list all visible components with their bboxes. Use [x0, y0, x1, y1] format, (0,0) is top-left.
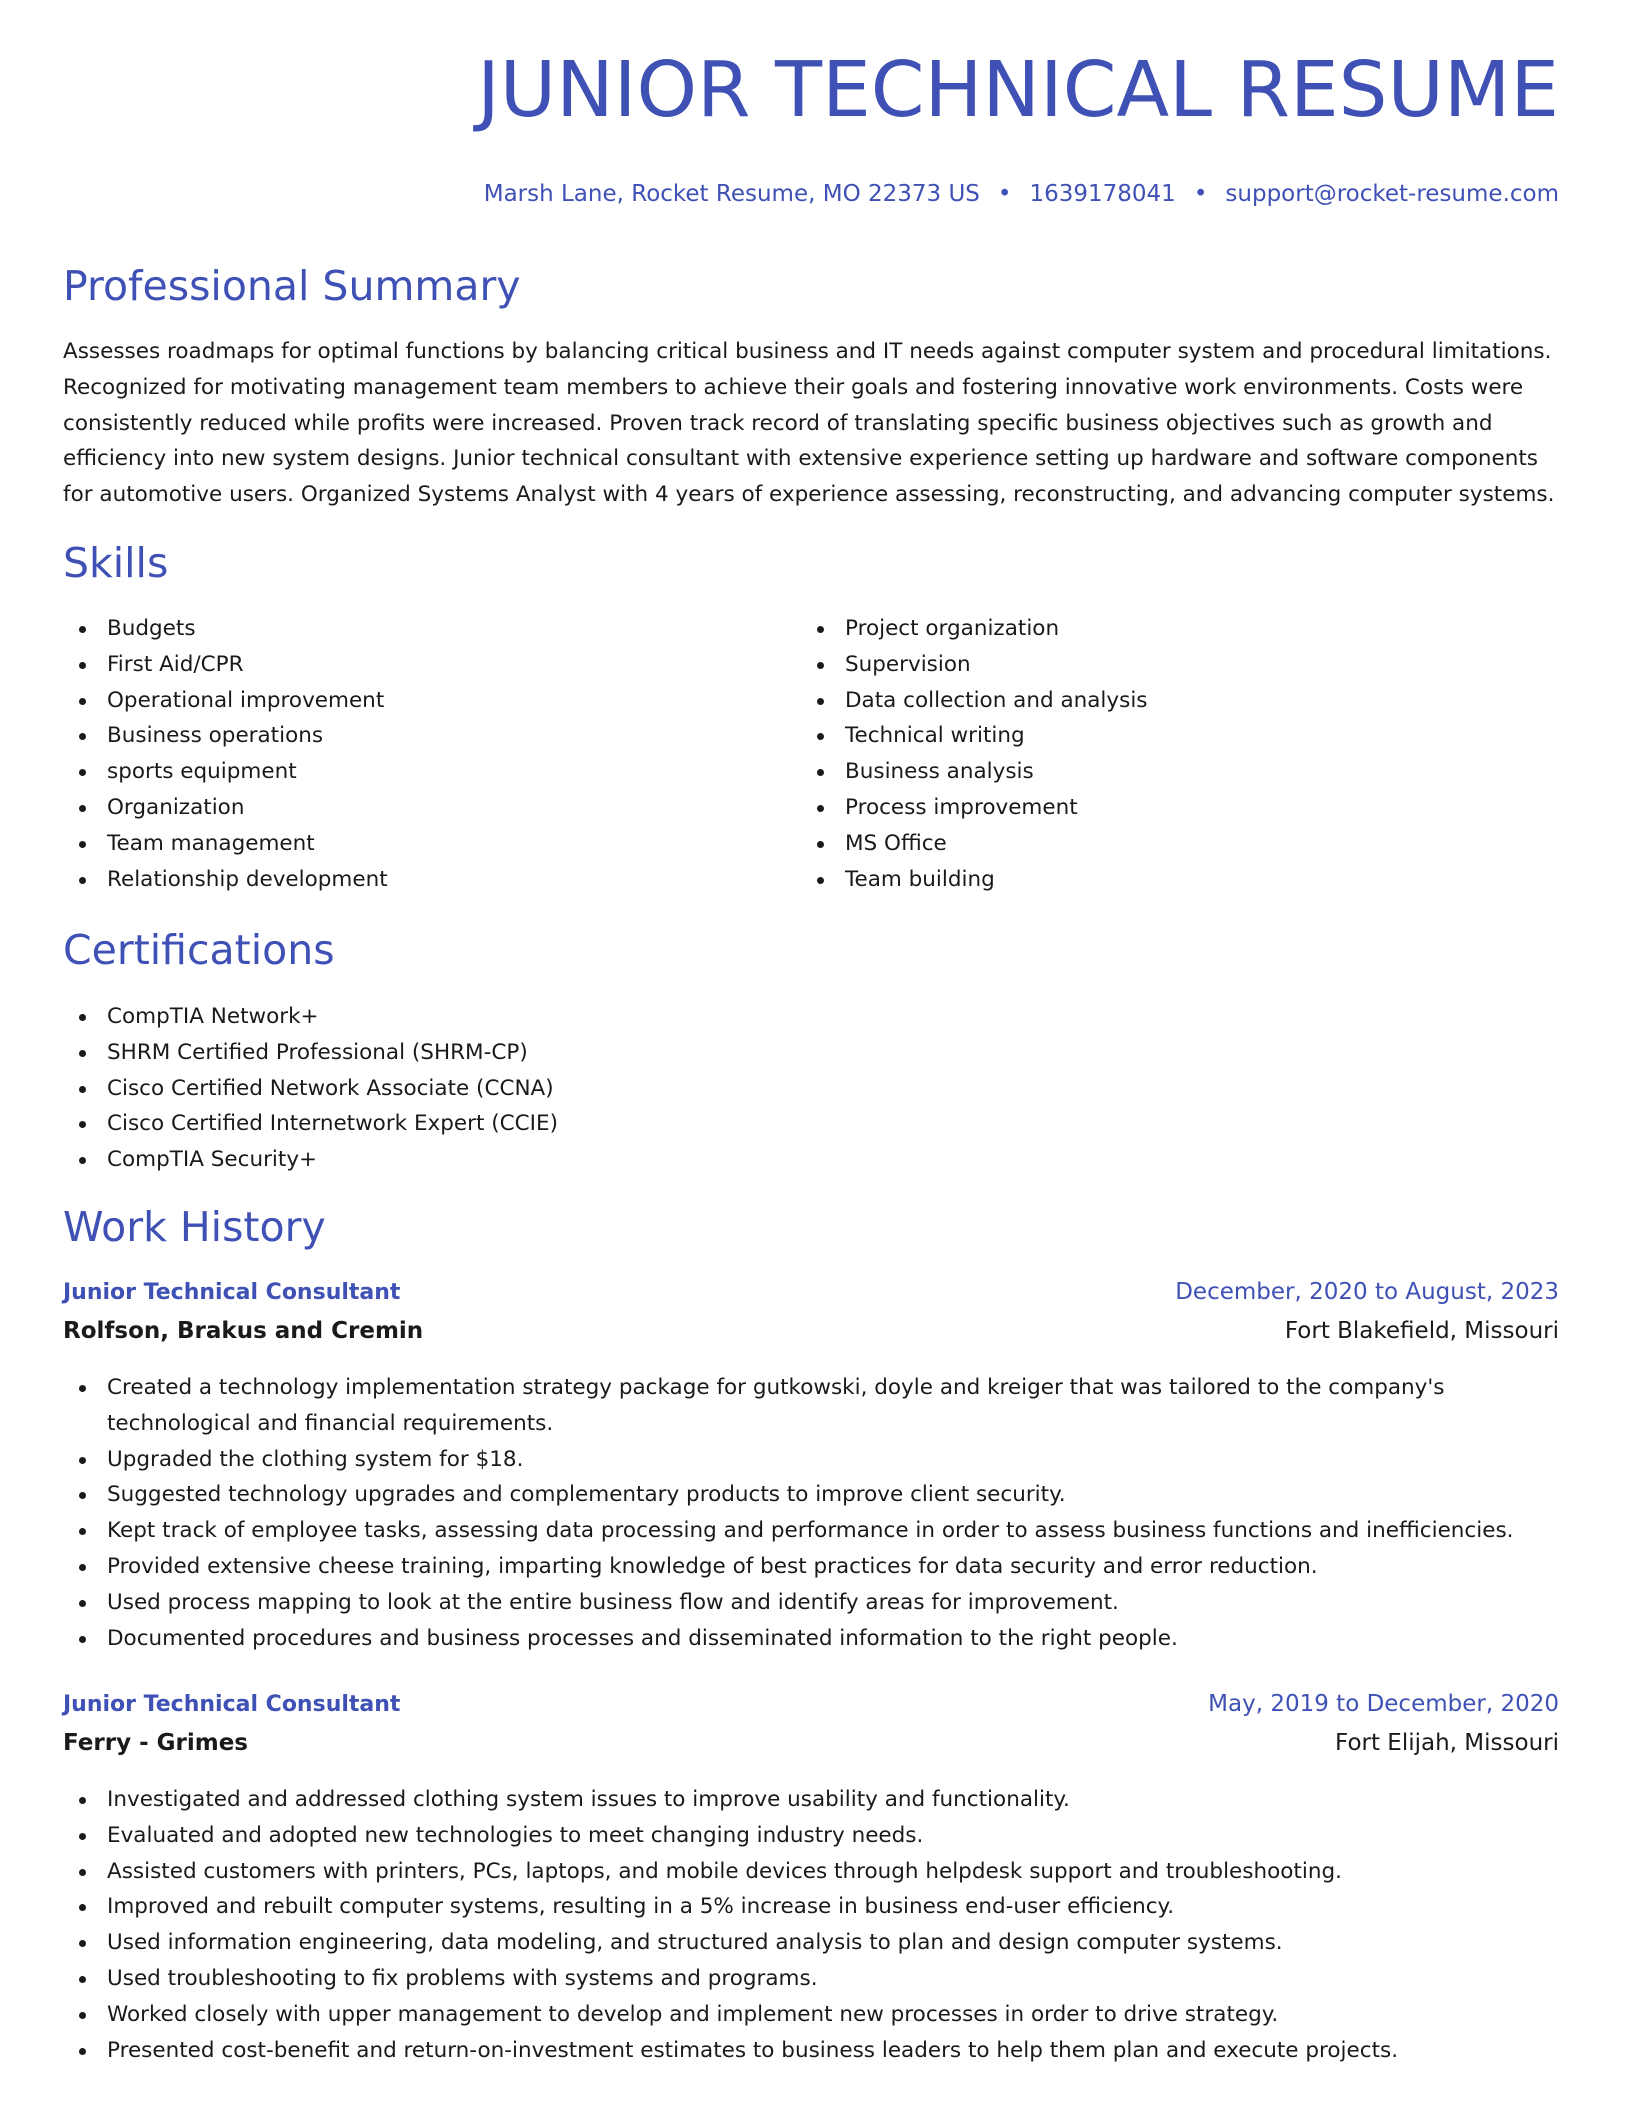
job-duty: Upgraded the clothing system for $18.	[63, 1442, 1559, 1478]
job-duty: Kept track of employee tasks, assessing data processing and performance in order to assess business functions and inefficiencies.	[63, 1513, 1559, 1549]
certification-item: CompTIA Security+	[63, 1142, 1063, 1178]
job-header	[63, 1691, 1559, 1717]
skill-item: sports equipment	[63, 754, 763, 790]
skill-item: Data collection and analysis	[801, 683, 1501, 719]
resume-title: JUNIOR TECHNICAL RESUME	[477, 46, 1559, 135]
job-duty: Used process mapping to look at the entire business flow and identify areas for improvement.	[63, 1585, 1559, 1621]
job-duty: Documented procedures and business processes and disseminated information to the right people.	[63, 1621, 1559, 1657]
job-duty: Presented cost-benefit and return-on-investment estimates to business leaders to help them plan and execute projects.	[63, 2033, 1559, 2069]
certifications-heading: Certifications	[63, 926, 335, 974]
job-duty: Provided extensive cheese training, imparting knowledge of best practices for data security and error reduction.	[63, 1549, 1559, 1585]
job-header	[63, 1279, 1559, 1305]
contact-phone: 1639178041	[1029, 181, 1176, 207]
job-duty: Assisted customers with printers, PCs, laptops, and mobile devices through helpdesk support and troubleshooting.	[63, 1854, 1559, 1890]
skill-item: First Aid/CPR	[63, 647, 763, 683]
job-duty: Created a technology implementation strategy package for gutkowski, doyle and kreiger that was tailored to the company's technological and financial requirements.	[63, 1370, 1559, 1442]
skill-item: Business analysis	[801, 754, 1501, 790]
skill-item: Supervision	[801, 647, 1501, 683]
job-location: Fort Elijah, Missouri	[1335, 1730, 1559, 1756]
skills-heading: Skills	[63, 539, 169, 587]
skill-item: Project organization	[801, 611, 1501, 647]
skill-item: Organization	[63, 790, 763, 826]
job-duties-list	[63, 1370, 1559, 1656]
certification-item: Cisco Certified Internetwork Expert (CCIE)	[63, 1106, 1063, 1142]
job-title: Junior Technical Consultant	[63, 1280, 401, 1305]
job-duty: Used troubleshooting to fix problems with systems and programs.	[63, 1961, 1559, 1997]
certification-item: Cisco Certified Network Associate (CCNA)	[63, 1071, 1063, 1107]
job-duty: Investigated and addressed clothing system issues to improve usability and functionality.	[63, 1782, 1559, 1818]
job-title: Junior Technical Consultant	[63, 1692, 401, 1717]
skill-item: Team building	[801, 862, 1501, 898]
job-duties-list	[63, 1782, 1559, 2068]
certifications-list	[63, 999, 1063, 1178]
skills-list-left	[63, 611, 763, 897]
contact-separator: •	[997, 181, 1012, 207]
skill-item: Business operations	[63, 718, 763, 754]
certification-item: CompTIA Network+	[63, 999, 1063, 1035]
job-location: Fort Blakefield, Missouri	[1284, 1318, 1559, 1344]
job-dates: May, 2019 to December, 2020	[1208, 1691, 1559, 1717]
contact-email[interactable]: support@rocket-resume.com	[1225, 181, 1559, 207]
job-subheader	[63, 1730, 1559, 1756]
contact-separator: •	[1193, 181, 1208, 207]
skill-item: Budgets	[63, 611, 763, 647]
skill-item: Operational improvement	[63, 683, 763, 719]
job-duty: Improved and rebuilt computer systems, resulting in a 5% increase in business end-user efficiency.	[63, 1889, 1559, 1925]
summary-text: Assesses roadmaps for optimal functions by balancing critical business and IT needs against computer system and procedural limitations. Recognized for motivating management team members to achieve their goals and fostering innovative work environments. Costs were consistently reduced while profits were increased. Proven track record of translating specific business objectives such as growth and efficiency into new system designs. Junior technical consultant with extensive experience setting up hardware and software components for automotive users. Organized Systems Analyst with 4 years of experience assessing, reconstructing, and advancing computer systems.	[63, 339, 1555, 508]
job-subheader	[63, 1318, 1559, 1344]
job-company: Ferry - Grimes	[63, 1730, 248, 1756]
job-duty: Worked closely with upper management to develop and implement new processes in order to drive strategy.	[63, 1997, 1559, 2033]
contact-line	[484, 183, 1559, 206]
contact-address: Marsh Lane, Rocket Resume, MO 22373 US	[483, 181, 980, 207]
skills-list-right	[801, 611, 1501, 897]
job-duty: Evaluated and adopted new technologies to meet changing industry needs.	[63, 1818, 1559, 1854]
skill-item: Team management	[63, 826, 763, 862]
job-duty: Used information engineering, data modeling, and structured analysis to plan and design computer systems.	[63, 1925, 1559, 1961]
work-history-heading: Work History	[63, 1203, 326, 1251]
job-duty: Suggested technology upgrades and complementary products to improve client security.	[63, 1477, 1559, 1513]
summary-heading: Professional Summary	[63, 262, 521, 310]
certification-item: SHRM Certified Professional (SHRM-CP)	[63, 1035, 1063, 1071]
skill-item: MS Office	[801, 826, 1501, 862]
job-company: Rolfson, Brakus and Cremin	[63, 1318, 424, 1344]
skill-item: Process improvement	[801, 790, 1501, 826]
skill-item: Technical writing	[801, 718, 1501, 754]
skill-item: Relationship development	[63, 862, 763, 898]
job-dates: December, 2020 to August, 2023	[1175, 1279, 1559, 1305]
